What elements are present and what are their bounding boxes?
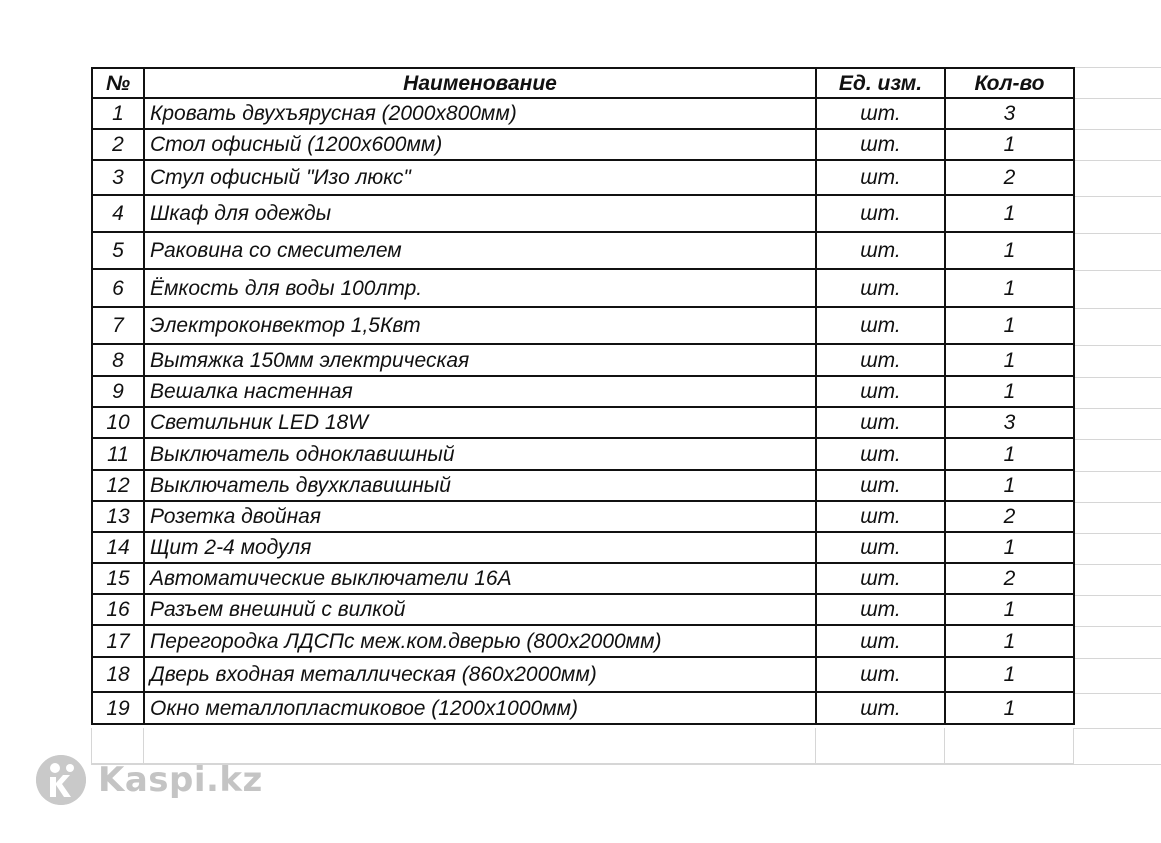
table-row [92, 501, 1074, 532]
table-row [92, 129, 1074, 160]
row-unit: шт. [816, 563, 945, 594]
row-name: Вешалка настенная [144, 376, 816, 407]
row-name: Дверь входная металлическая (860х2000мм) [144, 657, 816, 692]
kaspi-watermark [36, 755, 263, 805]
row-name: Розетка двойная [144, 501, 816, 532]
row-name: Электроконвектор 1,5Квт [144, 307, 816, 344]
header-unit: Ед. изм. [816, 68, 945, 98]
row-unit: шт. [816, 376, 945, 407]
row-qty: 2 [945, 160, 1074, 195]
row-num: 4 [92, 195, 144, 232]
row-qty: 1 [945, 532, 1074, 563]
table-row [92, 195, 1074, 232]
table-row [92, 160, 1074, 195]
row-qty: 1 [945, 625, 1074, 657]
row-unit: шт. [816, 232, 945, 269]
row-num: 8 [92, 344, 144, 376]
row-num: 17 [92, 625, 144, 657]
header-qty: Кол-во [945, 68, 1074, 98]
row-name: Выключатель двухклавишный [144, 470, 816, 501]
row-name: Автоматические выключатели 16А [144, 563, 816, 594]
row-unit: шт. [816, 657, 945, 692]
row-qty: 1 [945, 470, 1074, 501]
row-qty: 1 [945, 344, 1074, 376]
table-row [92, 657, 1074, 692]
table-row [92, 438, 1074, 470]
row-unit: шт. [816, 470, 945, 501]
row-name: Выключатель одноклавишный [144, 438, 816, 470]
table-header-row [92, 68, 1074, 98]
row-name: Вытяжка 150мм электрическая [144, 344, 816, 376]
table-row [92, 307, 1074, 344]
row-unit: шт. [816, 195, 945, 232]
row-unit: шт. [816, 532, 945, 563]
row-qty: 1 [945, 438, 1074, 470]
row-unit: шт. [816, 692, 945, 724]
row-name: Раковина со смесителем [144, 232, 816, 269]
row-name: Шкаф для одежды [144, 195, 816, 232]
row-num: 14 [92, 532, 144, 563]
table-row [92, 563, 1074, 594]
header-num: № [92, 68, 144, 98]
row-name: Стул офисный "Изо люкс" [144, 160, 816, 195]
row-unit: шт. [816, 269, 945, 307]
row-unit: шт. [816, 98, 945, 129]
row-unit: шт. [816, 407, 945, 438]
row-unit: шт. [816, 307, 945, 344]
row-name: Светильник LED 18W [144, 407, 816, 438]
row-name: Перегородка ЛДСПс меж.ком.дверью (800х2000мм) [144, 625, 816, 657]
row-name: Щит 2-4 модуля [144, 532, 816, 563]
row-num: 19 [92, 692, 144, 724]
row-qty: 1 [945, 692, 1074, 724]
row-num: 9 [92, 376, 144, 407]
table-row [92, 407, 1074, 438]
row-qty: 1 [945, 594, 1074, 625]
table-row [92, 232, 1074, 269]
row-qty: 3 [945, 407, 1074, 438]
row-qty: 1 [945, 307, 1074, 344]
table-row [92, 269, 1074, 307]
row-num: 10 [92, 407, 144, 438]
kaspi-logo-icon [36, 755, 86, 805]
row-unit: шт. [816, 438, 945, 470]
table-row [92, 692, 1074, 724]
table-row [92, 532, 1074, 563]
row-qty: 1 [945, 195, 1074, 232]
row-qty: 1 [945, 269, 1074, 307]
row-unit: шт. [816, 129, 945, 160]
table-row [92, 376, 1074, 407]
row-name: Стол офисный (1200х600мм) [144, 129, 816, 160]
row-num: 5 [92, 232, 144, 269]
row-qty: 2 [945, 501, 1074, 532]
row-qty: 1 [945, 657, 1074, 692]
table-row [92, 98, 1074, 129]
row-num: 3 [92, 160, 144, 195]
row-qty: 1 [945, 232, 1074, 269]
table-row [92, 594, 1074, 625]
row-num: 11 [92, 438, 144, 470]
row-unit: шт. [816, 625, 945, 657]
kaspi-watermark-text: Kaspi.kz [98, 760, 263, 800]
row-unit: шт. [816, 344, 945, 376]
row-num: 12 [92, 470, 144, 501]
row-qty: 2 [945, 563, 1074, 594]
row-num: 2 [92, 129, 144, 160]
row-num: 7 [92, 307, 144, 344]
header-name: Наименование [144, 68, 816, 98]
row-unit: шт. [816, 160, 945, 195]
table-row [92, 625, 1074, 657]
row-name: Кровать двухъярусная (2000х800мм) [144, 98, 816, 129]
row-name: Окно металлопластиковое (1200х1000мм) [144, 692, 816, 724]
row-num: 15 [92, 563, 144, 594]
row-qty: 1 [945, 129, 1074, 160]
row-num: 18 [92, 657, 144, 692]
row-qty: 3 [945, 98, 1074, 129]
table-row [92, 470, 1074, 501]
row-name: Ёмкость для воды 100лтр. [144, 269, 816, 307]
row-num: 13 [92, 501, 144, 532]
row-name: Разъем внешний с вилкой [144, 594, 816, 625]
row-num: 1 [92, 98, 144, 129]
row-qty: 1 [945, 376, 1074, 407]
table-row [92, 344, 1074, 376]
items-table [91, 67, 1075, 725]
row-unit: шт. [816, 501, 945, 532]
row-num: 6 [92, 269, 144, 307]
row-num: 16 [92, 594, 144, 625]
row-unit: шт. [816, 594, 945, 625]
